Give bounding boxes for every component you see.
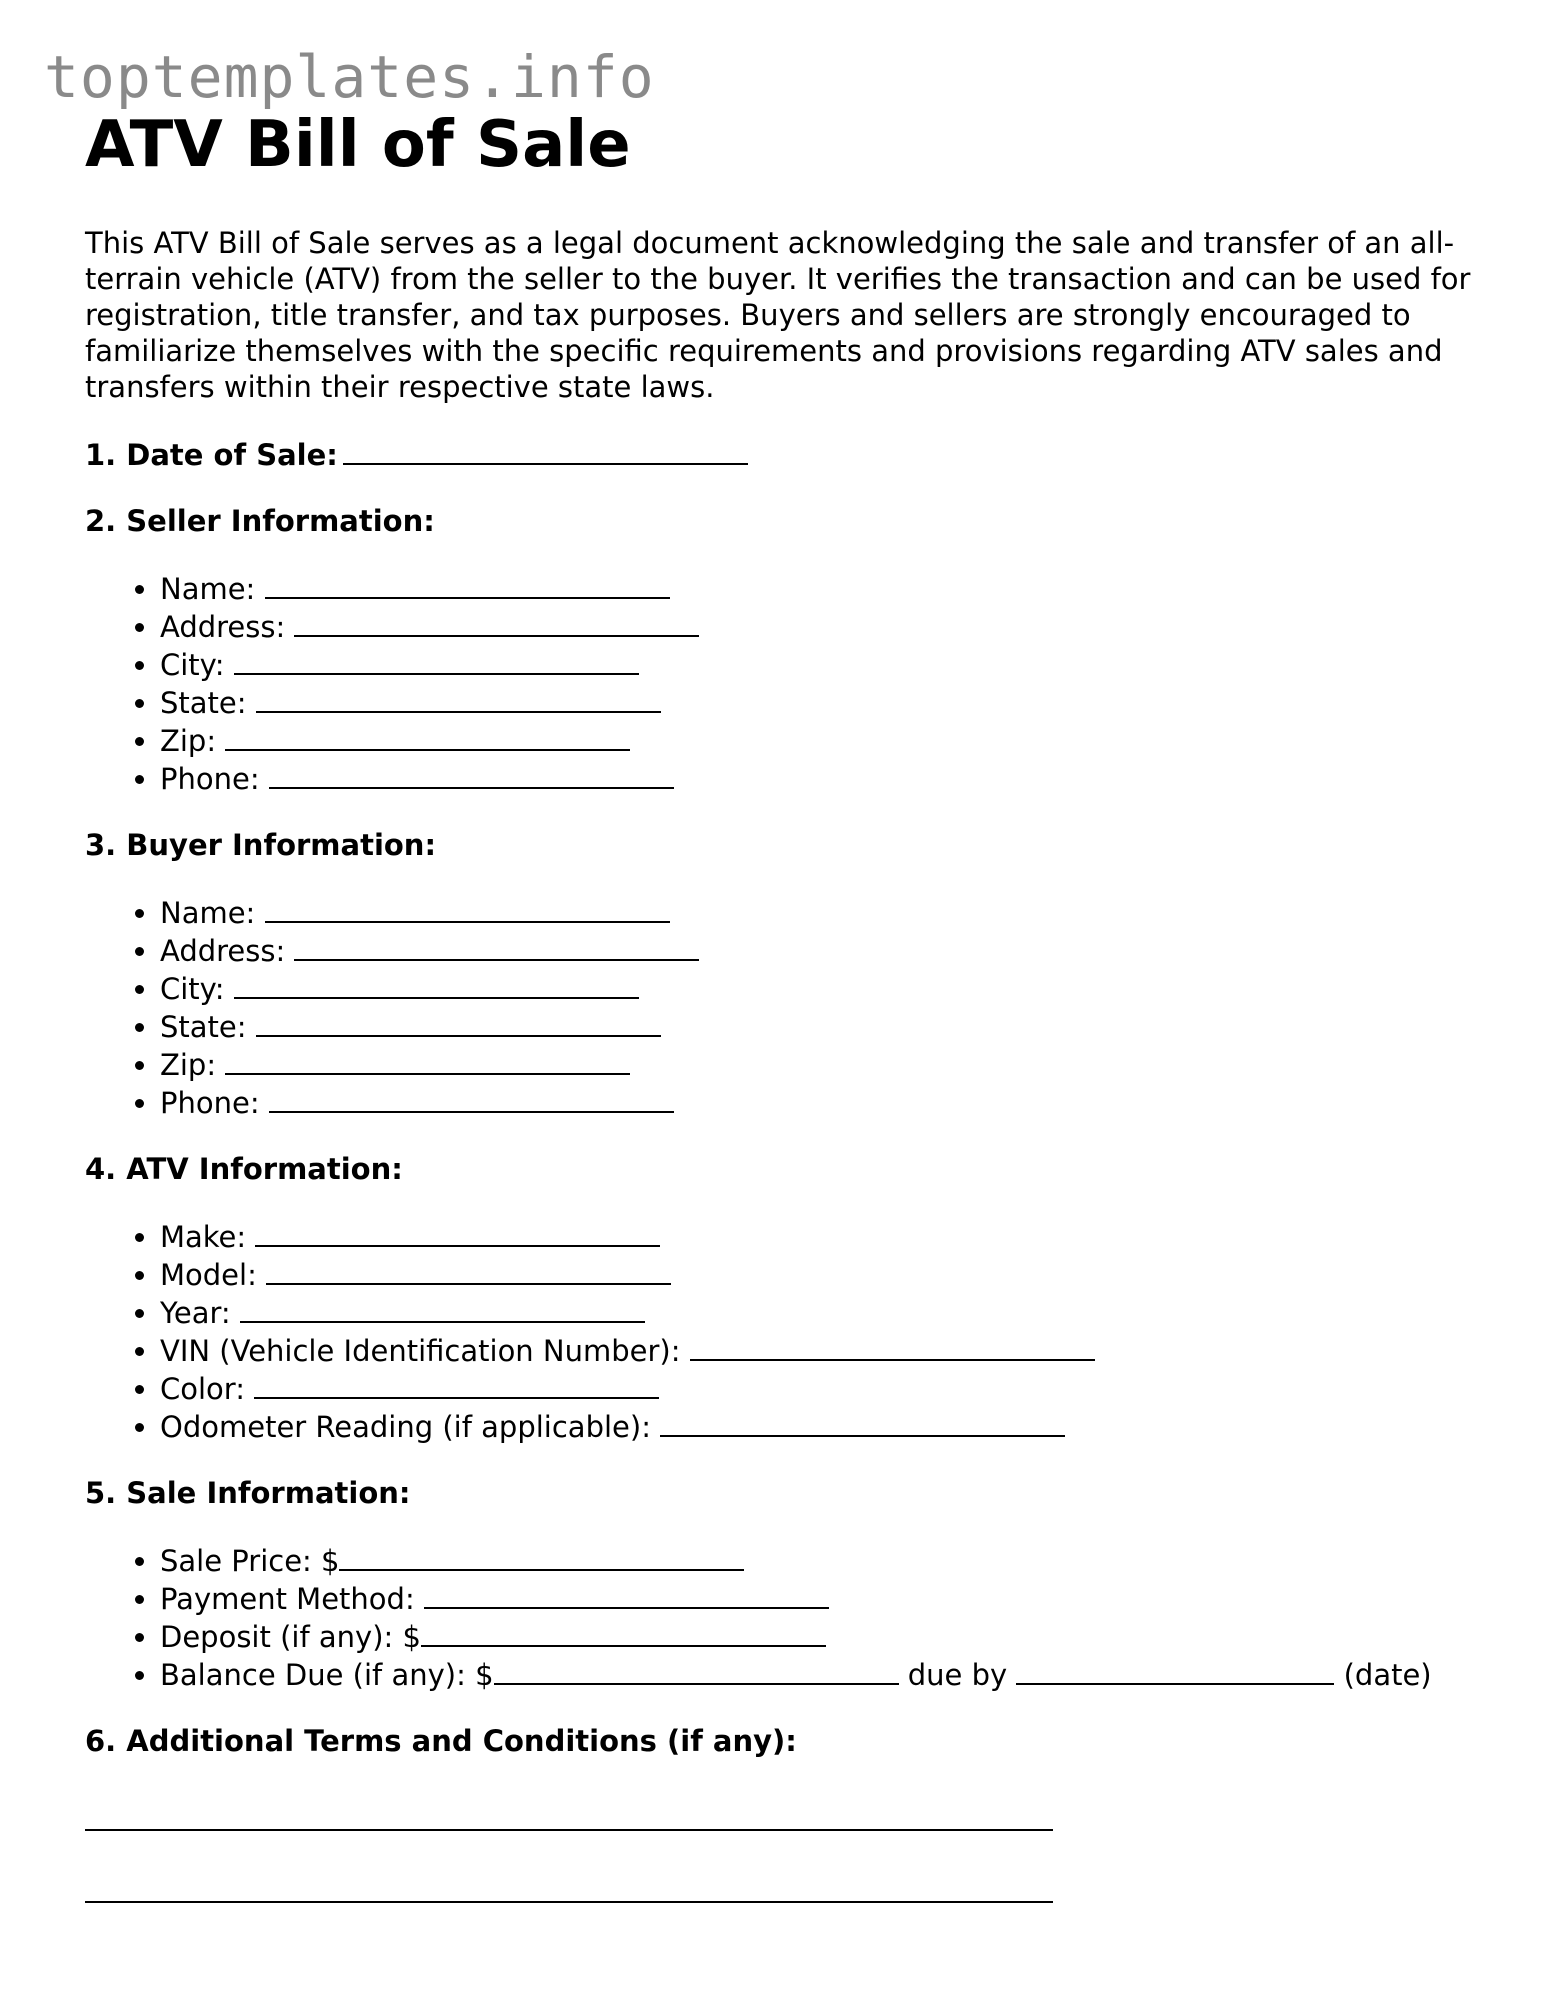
seller-name-item <box>160 569 1485 607</box>
buyer-address-label: Address: <box>160 934 286 968</box>
seller-phone-field[interactable] <box>269 759 674 789</box>
date-of-sale-row <box>85 435 1485 473</box>
buyer-heading: 3. Buyer Information: <box>85 828 437 862</box>
atv-vin-field[interactable] <box>690 1331 1095 1361</box>
buyer-city-field[interactable] <box>234 969 639 999</box>
buyer-name-label: Name: <box>160 896 256 930</box>
seller-state-field[interactable] <box>256 683 661 713</box>
atv-year-label: Year: <box>160 1296 231 1330</box>
seller-zip-item <box>160 721 1485 759</box>
buyer-phone-field[interactable] <box>269 1083 674 1113</box>
seller-city-label: City: <box>160 648 225 682</box>
seller-city-item <box>160 645 1485 683</box>
page-title: ATV Bill of Sale <box>85 108 631 182</box>
atv-model-item <box>160 1255 1485 1293</box>
sale-price-item <box>160 1541 1485 1579</box>
atv-model-field[interactable] <box>266 1255 671 1285</box>
atv-color-label: Color: <box>160 1372 245 1406</box>
atv-odometer-field[interactable] <box>660 1407 1065 1437</box>
buyer-zip-label: Zip: <box>160 1048 217 1082</box>
sale-price-label: Sale Price: $ <box>160 1544 340 1578</box>
buyer-zip-field[interactable] <box>225 1045 630 1075</box>
date-of-sale-label: 1. Date of Sale: <box>85 438 338 472</box>
seller-address-item <box>160 607 1485 645</box>
buyer-zip-item <box>160 1045 1485 1083</box>
buyer-phone-item <box>160 1083 1485 1121</box>
atv-year-field[interactable] <box>240 1293 645 1323</box>
seller-heading: 2. Seller Information: <box>85 504 435 538</box>
buyer-phone-label: Phone: <box>160 1086 260 1120</box>
seller-fields <box>85 569 1485 797</box>
atv-color-field[interactable] <box>254 1369 659 1399</box>
deposit-item <box>160 1617 1485 1655</box>
balance-item <box>160 1655 1485 1693</box>
seller-address-label: Address: <box>160 610 286 644</box>
seller-address-field[interactable] <box>294 607 699 637</box>
buyer-name-field[interactable] <box>265 893 670 923</box>
atv-color-item <box>160 1369 1485 1407</box>
due-date-field[interactable] <box>1016 1655 1334 1685</box>
buyer-fields <box>85 893 1485 1121</box>
atv-heading: 4. ATV Information: <box>85 1152 403 1186</box>
document-body <box>85 105 1485 1903</box>
watermark: toptemplates.info <box>44 43 655 111</box>
terms-line-2[interactable] <box>85 1901 1053 1903</box>
atv-year-item <box>160 1293 1485 1331</box>
payment-method-item <box>160 1579 1485 1617</box>
terms-line-1[interactable] <box>85 1829 1053 1831</box>
date-of-sale-field[interactable] <box>343 435 748 465</box>
seller-name-field[interactable] <box>265 569 670 599</box>
atv-model-label: Model: <box>160 1258 257 1292</box>
seller-city-field[interactable] <box>234 645 639 675</box>
seller-name-label: Name: <box>160 572 256 606</box>
seller-phone-label: Phone: <box>160 762 260 796</box>
buyer-state-label: State: <box>160 1010 247 1044</box>
seller-state-label: State: <box>160 686 247 720</box>
buyer-state-item <box>160 1007 1485 1045</box>
atv-vin-label: VIN (Vehicle Identification Number): <box>160 1334 681 1368</box>
buyer-city-label: City: <box>160 972 225 1006</box>
buyer-address-item <box>160 931 1485 969</box>
seller-state-item <box>160 683 1485 721</box>
due-by-label: due by <box>907 1658 1008 1692</box>
buyer-address-field[interactable] <box>294 931 699 961</box>
sale-heading: 5. Sale Information: <box>85 1476 411 1510</box>
atv-make-item <box>160 1217 1485 1255</box>
balance-label: Balance Due (if any): $ <box>160 1658 494 1692</box>
terms-heading: 6. Additional Terms and Conditions (if any): <box>85 1724 797 1758</box>
payment-method-label: Payment Method: <box>160 1582 415 1616</box>
atv-vin-item <box>160 1331 1485 1369</box>
seller-zip-field[interactable] <box>225 721 630 751</box>
atv-make-label: Make: <box>160 1220 247 1254</box>
payment-method-field[interactable] <box>424 1579 829 1609</box>
buyer-state-field[interactable] <box>256 1007 661 1037</box>
deposit-field[interactable] <box>421 1617 826 1647</box>
buyer-name-item <box>160 893 1485 931</box>
atv-fields <box>85 1217 1485 1445</box>
seller-phone-item <box>160 759 1485 797</box>
balance-field[interactable] <box>494 1655 899 1685</box>
buyer-city-item <box>160 969 1485 1007</box>
atv-odometer-item <box>160 1407 1485 1445</box>
sale-fields <box>85 1541 1485 1693</box>
sale-price-field[interactable] <box>339 1541 744 1571</box>
date-suffix: (date) <box>1343 1658 1432 1692</box>
intro-paragraph: This ATV Bill of Sale serves as a legal document acknowledging the sale and transfer of an all-terrain vehicle (ATV) from the seller to the buyer. It verifies the transaction and can be used for registration, title transfer, and tax purposes. Buyers and sellers are strongly encouraged to familiarize themselves with the specific requirements and provisions regarding ATV sales and transfers within their respective state laws. <box>85 226 1471 404</box>
atv-odometer-label: Odometer Reading (if applicable): <box>160 1410 651 1444</box>
deposit-label: Deposit (if any): $ <box>160 1620 421 1654</box>
atv-make-field[interactable] <box>255 1217 660 1247</box>
seller-zip-label: Zip: <box>160 724 217 758</box>
